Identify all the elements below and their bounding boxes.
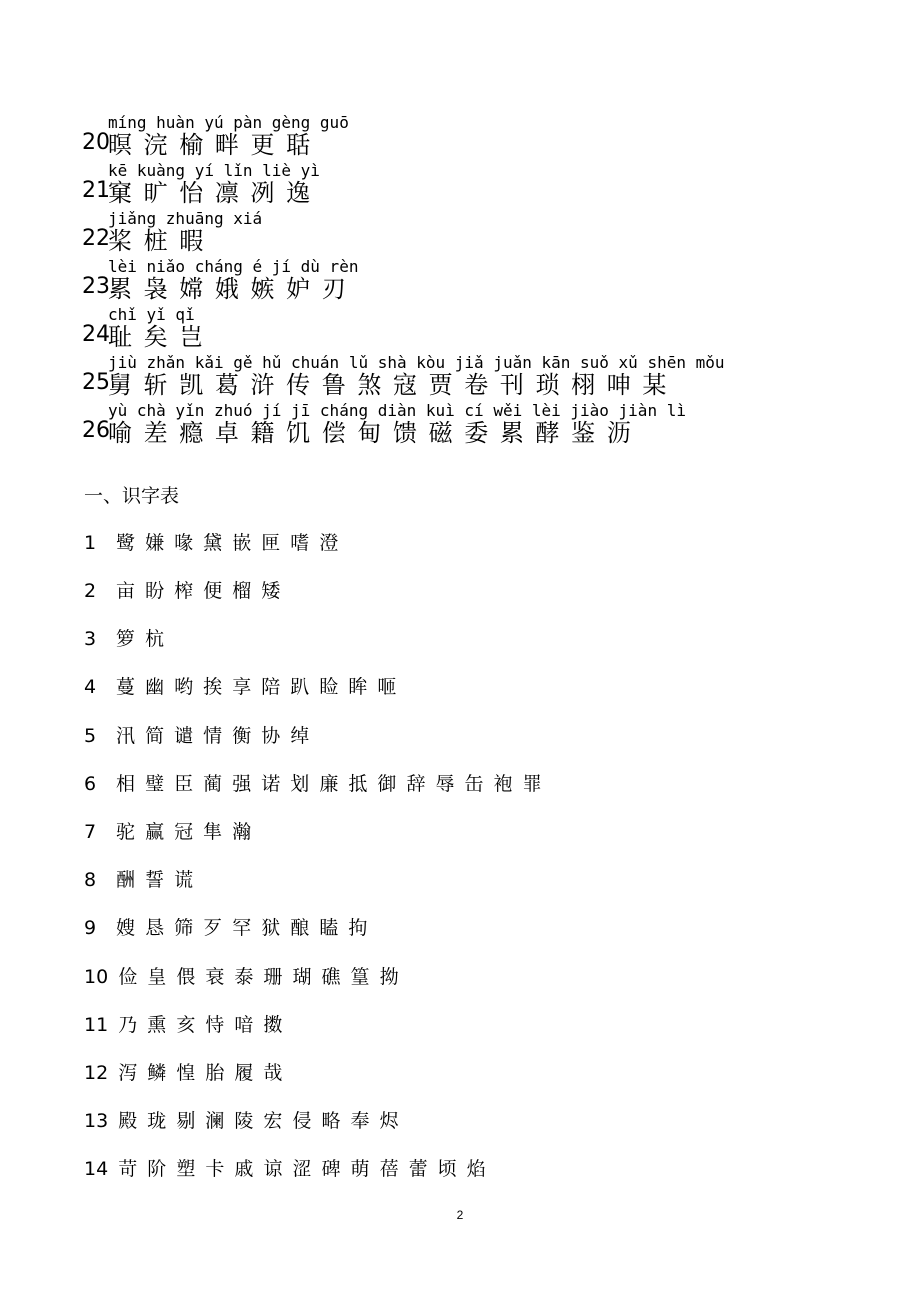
row-chars: 亩 盼 榨 便 榴 矮: [116, 580, 281, 602]
row-chars: 俭 皇 偎 衰 泰 珊 瑚 礁 篁 拗: [118, 966, 399, 988]
char-row: [84, 916, 367, 940]
char-row: [84, 724, 309, 748]
pinyin-text: jiù zhǎn kǎi gě hǔ chuán lǔ shà kòu jiǎ juǎn kān suǒ xǔ shēn mǒu: [108, 353, 725, 372]
row-chars: 乃 熏 亥 恃 喑 擞: [118, 1014, 283, 1036]
row-number: 20: [82, 130, 110, 155]
row-number: 11: [84, 1014, 109, 1036]
char-row: [84, 579, 280, 603]
char-row: [84, 868, 193, 892]
char-row: [84, 1013, 282, 1037]
row-number: 3: [84, 628, 97, 650]
row-number: 1: [84, 532, 97, 554]
pinyin-text: míng huàn yú pàn gèng guō: [108, 113, 349, 132]
pinyin-text: kē kuàng yí lǐn liè yì: [108, 161, 320, 180]
row-chars: 酬 誓 谎: [116, 869, 194, 891]
row-number: 25: [82, 370, 110, 395]
row-number: 12: [84, 1062, 109, 1084]
row-chars: 嫂 恳 筛 歹 罕 狱 酿 瞌 拘: [116, 917, 368, 939]
hanzi-text: 桨 桩 暇: [108, 227, 206, 255]
pinyin-row: [82, 210, 842, 256]
row-number: 9: [84, 917, 97, 939]
hanzi-text: 喻 差 瘾 卓 籍 饥 偿 甸 馈 磁 委 累 酵 鉴 沥: [108, 419, 633, 447]
section-title: 一、识字表: [84, 485, 180, 507]
row-number: 26: [82, 418, 110, 443]
hanzi-text: 暝 浣 榆 畔 更 聒: [108, 131, 313, 159]
page-number: 2: [456, 1208, 464, 1222]
hanzi-text: 舅 斩 凯 葛 浒 传 鲁 煞 寇 贾 卷 刊 琐 栩 呻 某: [108, 371, 669, 399]
pinyin-row: [82, 402, 842, 448]
row-number: 13: [84, 1110, 109, 1132]
row-number: 24: [82, 322, 110, 347]
char-row: [84, 627, 164, 651]
char-row: [84, 1109, 399, 1133]
row-number: 8: [84, 869, 97, 891]
pinyin-row: [82, 354, 842, 400]
char-row: [84, 675, 396, 699]
row-chars: 汛 简 谴 情 衡 协 绰: [116, 725, 310, 747]
row-number: 22: [82, 226, 110, 251]
row-number: 23: [82, 274, 110, 299]
row-chars: 苛 阶 塑 卡 戚 谅 涩 碑 萌 蓓 蕾 顷 焰: [118, 1158, 486, 1180]
pinyin-text: jiǎng zhuāng xiá: [108, 209, 263, 228]
char-row: [84, 965, 399, 989]
hanzi-text: 耻 矣 岂: [108, 323, 206, 351]
char-row: [84, 1061, 282, 1085]
row-number: 21: [82, 178, 110, 203]
row-number: 4: [84, 676, 97, 698]
row-chars: 驼 赢 冠 隼 瀚: [116, 821, 252, 843]
row-number: 7: [84, 821, 97, 843]
char-row: [84, 1157, 486, 1181]
row-chars: 相 璧 臣 蔺 强 诺 划 廉 抵 御 辞 辱 缶 袍 罪: [116, 773, 542, 795]
pinyin-row: [82, 306, 842, 352]
row-chars: 箩 杭: [116, 628, 165, 650]
row-number: 6: [84, 773, 97, 795]
pinyin-text: lèi niǎo cháng é jí dù rèn: [108, 257, 359, 276]
row-chars: 蔓 幽 哟 挨 享 陪 趴 睑 眸 咂: [116, 676, 397, 698]
row-number: 5: [84, 725, 97, 747]
row-chars: 泻 鳞 惶 胎 履 哉: [118, 1062, 283, 1084]
char-row: [84, 820, 251, 844]
row-chars: 殿 珑 剔 澜 陵 宏 侵 略 奉 烬: [118, 1110, 399, 1132]
pinyin-row: [82, 114, 842, 160]
pinyin-row: [82, 258, 842, 304]
row-number: 10: [84, 966, 109, 988]
hanzi-text: 累 袅 嫦 娥 嫉 妒 刃: [108, 275, 348, 303]
pinyin-row: [82, 162, 842, 208]
row-chars: 鹭 嫌 喙 黛 嵌 匣 嗜 澄: [116, 532, 339, 554]
hanzi-text: 窠 旷 怡 凛 冽 逸: [108, 179, 313, 207]
pinyin-text: chǐ yǐ qǐ: [108, 305, 195, 324]
char-row: [84, 772, 542, 796]
row-number: 14: [84, 1158, 109, 1180]
row-number: 2: [84, 580, 97, 602]
char-row: [84, 531, 338, 555]
pinyin-text: yù chà yǐn zhuó jí jī cháng diàn kuì cí wěi lèi jiào jiàn lì: [108, 401, 686, 420]
